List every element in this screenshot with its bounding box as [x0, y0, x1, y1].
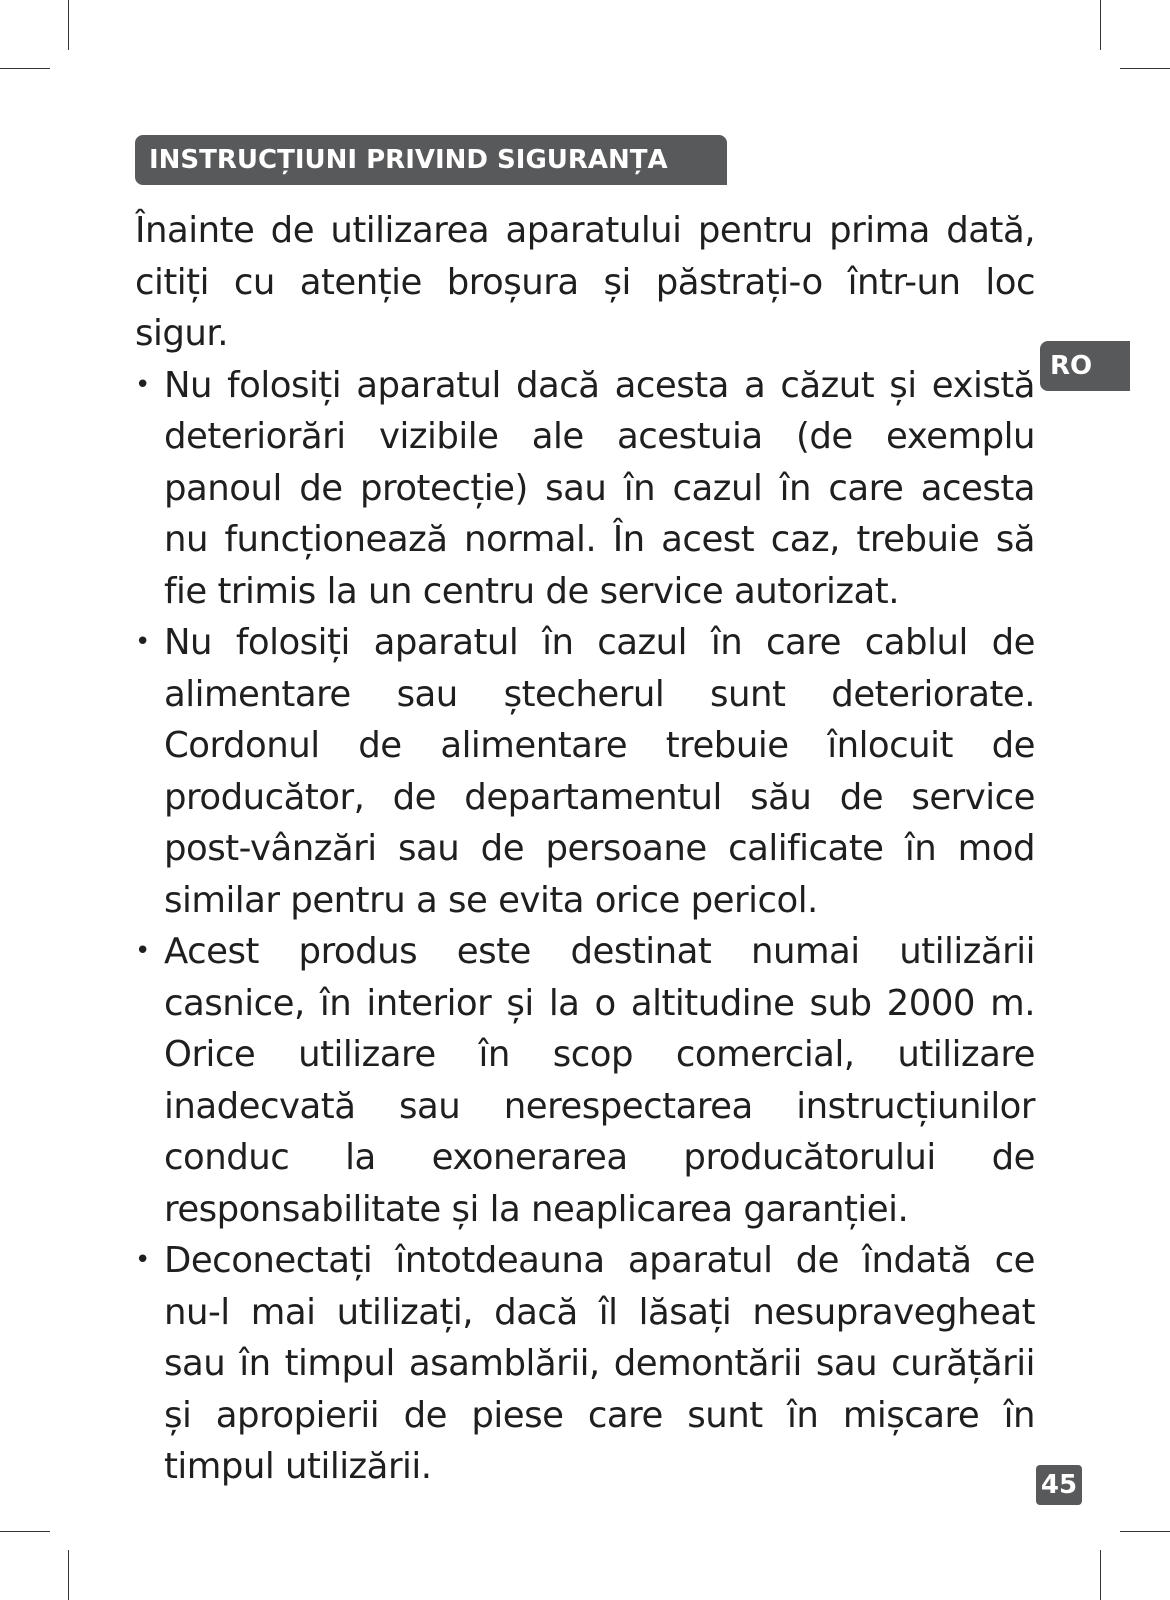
- safety-content: [135, 205, 1035, 1493]
- crop-mark-bottom-left-vertical: [68, 1550, 69, 1600]
- crop-mark-bottom-right-horizontal: [1120, 1531, 1170, 1532]
- crop-mark-top-left-horizontal: [0, 68, 50, 69]
- crop-mark-bottom-left-horizontal: [0, 1531, 50, 1532]
- list-item: [135, 617, 1035, 926]
- list-item-text: Nu folosiți aparatul în cazul în care cablul de alimentare sau ștecherul sunt deteriorate. Cordonul de alimentare trebuie înlocuit de producător, de departamentul său de service post-vânzări sau de persoane calificate în mod similar pentru a se evita orice pericol.: [164, 622, 1035, 921]
- bullet-marker: •: [135, 1245, 150, 1275]
- bullet-marker: •: [135, 627, 150, 657]
- list-item: [135, 1235, 1035, 1493]
- list-item: [135, 926, 1035, 1235]
- section-title: INSTRUCȚIUNI PRIVIND SIGURANȚA: [135, 135, 727, 185]
- page-number: 45: [1036, 1465, 1082, 1505]
- crop-mark-top-right-horizontal: [1120, 68, 1170, 69]
- crop-mark-bottom-right-vertical: [1100, 1550, 1101, 1600]
- bullet-marker: •: [135, 369, 150, 400]
- crop-mark-top-right-vertical: [1100, 0, 1101, 50]
- language-tab: RO: [1040, 341, 1130, 391]
- intro-paragraph: Înainte de utilizarea aparatului pentru prima dată, citiți cu atenție broșura și păstrați-o într-un loc sigur.: [135, 210, 1035, 354]
- list-item: [135, 360, 1035, 618]
- safety-list: [135, 360, 1035, 1493]
- crop-mark-top-left-vertical: [68, 0, 69, 50]
- list-item-text: Deconectați întotdeauna aparatul de îndată ce nu-l mai utilizați, dacă îl lăsați nesupravegheat sau în timpul asamblării, demontării sau curățării și apropierii de piese care sunt în mișcare în timpul utilizării.: [164, 1240, 1035, 1487]
- list-item-text: Acest produs este destinat numai utilizării casnice, în interior și la o altitudine sub 2000 m. Orice utilizare în scop comercial, utilizare inadecvată sau nerespectarea instrucțiunilor conduc la exonerarea producătorului de responsabilitate și la neaplicarea garanției.: [164, 931, 1035, 1230]
- list-item-text: Nu folosiți aparatul dacă acesta a căzut și există deteriorări vizibile ale acestuia (de exemplu panoul de protecție) sau în cazul în care acesta nu funcționează normal. În acest caz, trebuie să fie trimis la un centru de service autorizat.: [164, 364, 1035, 612]
- bullet-marker: •: [135, 936, 150, 966]
